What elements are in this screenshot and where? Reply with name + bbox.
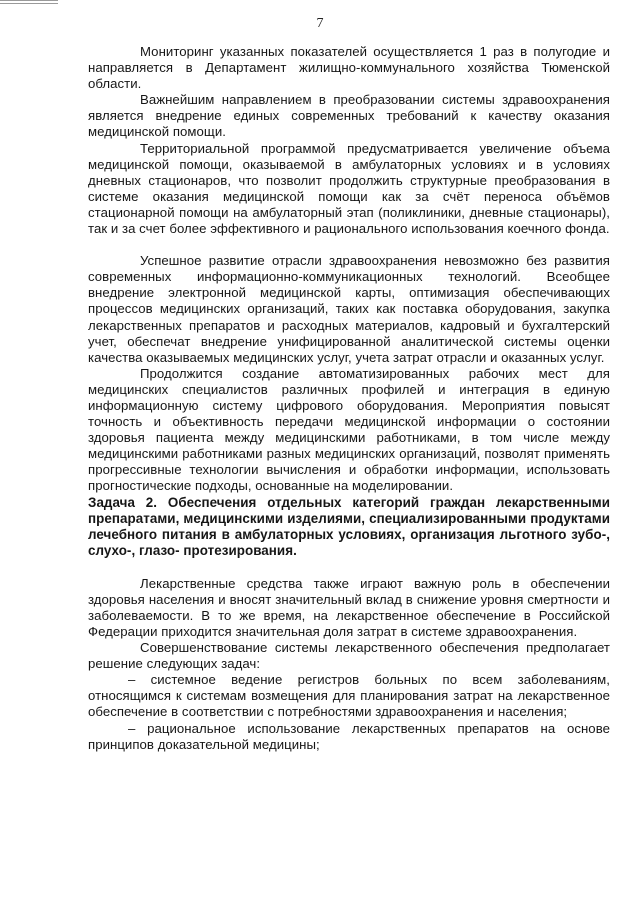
paragraph-monitoring: Мониторинг указанных показателей осуществляется 1 раз в полугодие и направляется в Департамент жилищно-коммунального хозяйства Тюменской области. (88, 44, 610, 92)
document-body (88, 44, 610, 753)
section-heading-task-2: Задача 2. Обеспечения отдельных категорий граждан лекарственными препаратами, медицинскими изделиями, специализированными продуктами лечебного питания в амбулаторных условиях, организация льготного зубо-, слухо-, глазо- протезирования. (88, 494, 610, 559)
paragraph-improvement-tasks: Совершенствование системы лекарственного обеспечения предполагает решение следующих задач: (88, 640, 610, 672)
paragraph-quality-requirements: Важнейшим направлением в преобразовании системы здравоохранения является внедрение единых современных требований к качеству оказания медицинской помощи. (88, 92, 610, 140)
page-number: 7 (316, 16, 324, 31)
paragraph-medicines: Лекарственные средства также играют важную роль в обеспечении здоровья населения и вносят значительный вклад в снижение уровня смертности и заболеваемости. В то же время, на лекарственное обеспечение в Российской Федерации приходится значительная доля затрат в системе здравоохранения. (88, 575, 610, 639)
scan-corner-mark (0, 0, 58, 4)
list-item-rational-use: – рациональное использование лекарственных препаратов на основе принципов доказательной медицины; (88, 720, 610, 752)
paragraph-it-development: Успешное развитие отрасли здравоохранения невозможно без развития современных информационно-коммуникационных технологий. Всеобщее внедрение электронной медицинской карты, оптимизация обеспечивающих процессов медицинских организаций, таких как поставка оборудования, закупка лекарственных препаратов и расходных материалов, кадровый и бухгалтерский учет, обеспечат внедрение унифицированной аналитической системы оценки качества оказываемых медицинских услуг, учета затрат отрасли и оказанных услуг. (88, 253, 610, 365)
list-item-registers: – системное ведение регистров больных по всем заболеваниям, относящимся к системам возмещения для планирования затрат на лекарственное обеспечение в соответствии с потребностями здравоохранения и населения; (88, 672, 610, 720)
paragraph-territorial-program: Территориальной программой предусматривается увеличение объема медицинской помощи, оказываемой в амбулаторных условиях и в условиях дневных стационаров, что позволит продолжить структурные преобразования в системе оказания медицинской помощи как за счёт переноса объёмов стационарной помощи на амбулаторный этап (поликлиники, дневные стационары), так и за счет более эффективного и рационального использования коечного фонда. (88, 140, 610, 237)
paragraph-workstations: Продолжится создание автоматизированных рабочих мест для медицинских специалистов различных профилей и интеграция в единую информационную систему цифрового оборудования. Мероприятия повысят точность и объективность передачи медицинской информации о состоянии здоровья пациента между медицинскими работниками, в том числе между медицинскими работниками разных медицинских организаций, позволят применять прогрессивные технологии вычисления и обработки информации, использовать прогностические подходы, основанные на моделировании. (88, 365, 610, 494)
